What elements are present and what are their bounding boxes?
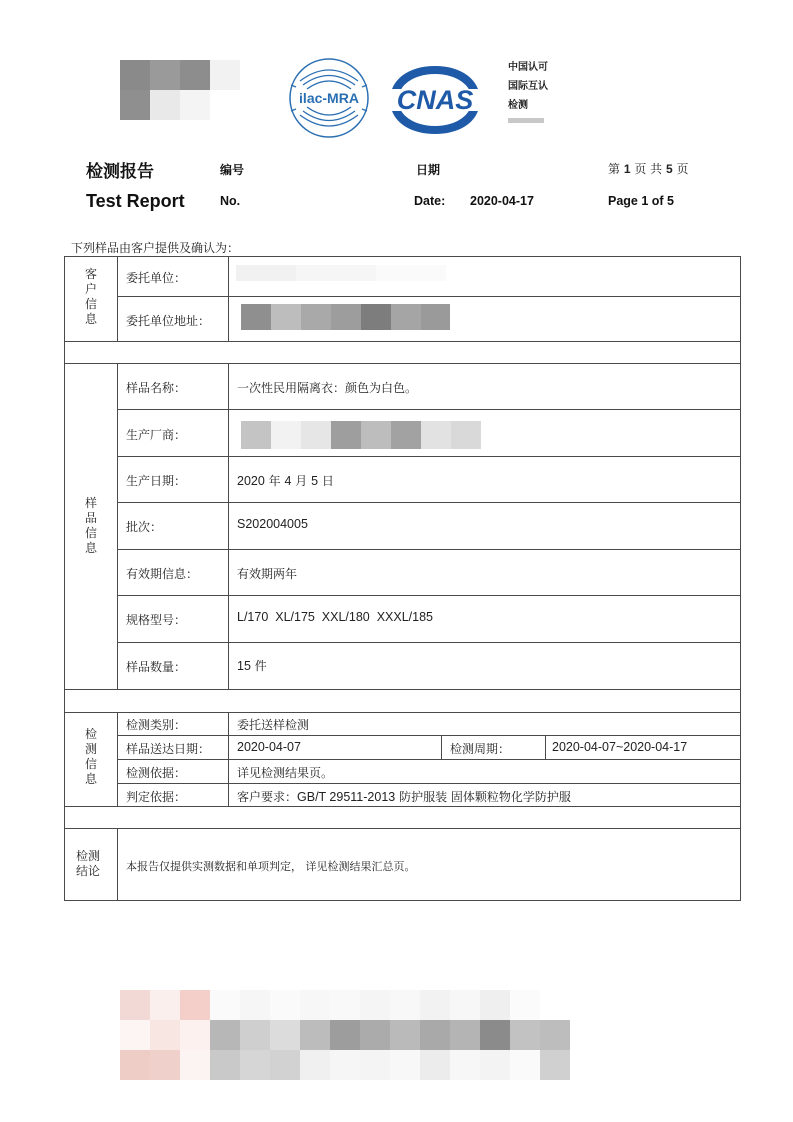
cnas-logo	[388, 64, 482, 136]
client-title-char: 信	[84, 297, 97, 311]
test-basis-label: 检测依据：	[126, 766, 187, 780]
production-date-value: 2020 年 4 月 5 日	[237, 474, 334, 488]
client-address-label: 委托单位地址：	[126, 314, 211, 328]
test-title-char: 息	[84, 772, 97, 786]
sample-name-value: 一次性民用隔离衣：颜色为白色。	[237, 381, 418, 395]
sample-title-char: 信	[84, 526, 97, 540]
judge-basis-value: 客户要求：GB/T 29511-2013 防护服装 固体颗粒物化学防护服	[237, 790, 571, 804]
svg-text:CNAS: CNAS	[396, 85, 474, 115]
test-title-char: 信	[84, 757, 97, 771]
intro-text: 下列样品由客户提供及确认为：	[71, 241, 240, 255]
qty-label: 样品数量：	[126, 660, 187, 674]
spec-value: L/170 XL/175 XXL/180 XXXL/185	[237, 610, 433, 624]
maker-label: 生产厂商：	[126, 428, 187, 442]
validity-label: 有效期信息：	[126, 567, 199, 581]
arrival-date-label: 样品送达日期：	[126, 742, 211, 756]
redacted-client-address	[241, 304, 450, 330]
client-section-title	[76, 267, 106, 327]
batch-value: S202004005	[237, 517, 308, 531]
redacted-client-name	[236, 265, 446, 281]
conclusion-title-line: 结论	[75, 864, 100, 878]
test-section-title	[76, 727, 106, 787]
date-value: 2020-04-17	[470, 194, 534, 208]
test-period-label: 检测周期：	[450, 742, 511, 756]
redacted-signature-block	[120, 990, 570, 1080]
judge-basis-label: 判定依据：	[126, 790, 187, 804]
validity-value: 有效期两年	[237, 567, 298, 581]
ilac-mra-logo	[288, 57, 370, 139]
page-indicator-cn: 第 1 页 共 5 页	[608, 162, 689, 176]
sample-title-char: 品	[84, 511, 97, 525]
test-type-label: 检测类别：	[126, 718, 187, 732]
arrival-date-value: 2020-04-07	[237, 740, 301, 754]
redacted-mra-line	[508, 118, 544, 123]
conclusion-title-line: 检测	[75, 849, 100, 863]
mra-text	[508, 58, 548, 115]
conclusion-section-title	[70, 849, 106, 879]
mra-line-2: 国际互认	[508, 81, 548, 92]
spec-label: 规格型号：	[126, 613, 187, 627]
production-date-label: 生产日期：	[126, 474, 187, 488]
mra-line-3: 检测	[508, 100, 528, 111]
redacted-logo-block	[120, 60, 240, 130]
sample-name-label: 样品名称：	[126, 381, 187, 395]
test-type-value: 委托送样检测	[237, 718, 310, 732]
client-title-char: 息	[84, 312, 97, 326]
title-cn: 检测报告	[86, 162, 154, 182]
sample-title-char: 息	[84, 541, 97, 555]
mra-line-1: 中国认可	[508, 62, 548, 73]
client-title-char: 客	[84, 267, 97, 281]
batch-label: 批次：	[126, 520, 163, 534]
test-period-value: 2020-04-07~2020-04-17	[552, 740, 688, 754]
no-label-cn: 编号	[220, 163, 245, 177]
client-title-char: 户	[84, 282, 97, 296]
page-indicator-en: Page 1 of 5	[608, 194, 674, 208]
redacted-maker	[241, 421, 481, 449]
qty-value: 15 件	[237, 659, 267, 673]
no-label-en: No.	[220, 194, 241, 208]
test-title-char: 检	[84, 727, 97, 741]
date-label-cn: 日期	[416, 163, 441, 177]
date-label-en: Date:	[414, 194, 446, 208]
client-label: 委托单位：	[126, 271, 187, 285]
conclusion-text: 本报告仅提供实测数据和单项判定， 详见检测结果汇总页。	[126, 860, 416, 873]
sample-section-title	[76, 496, 106, 556]
test-title-char: 测	[84, 742, 97, 756]
svg-text:ilac-MRA: ilac-MRA	[299, 90, 359, 106]
sample-title-char: 样	[84, 496, 97, 510]
test-basis-value: 详见检测结果页。	[237, 766, 334, 780]
title-en: Test Report	[86, 191, 185, 211]
